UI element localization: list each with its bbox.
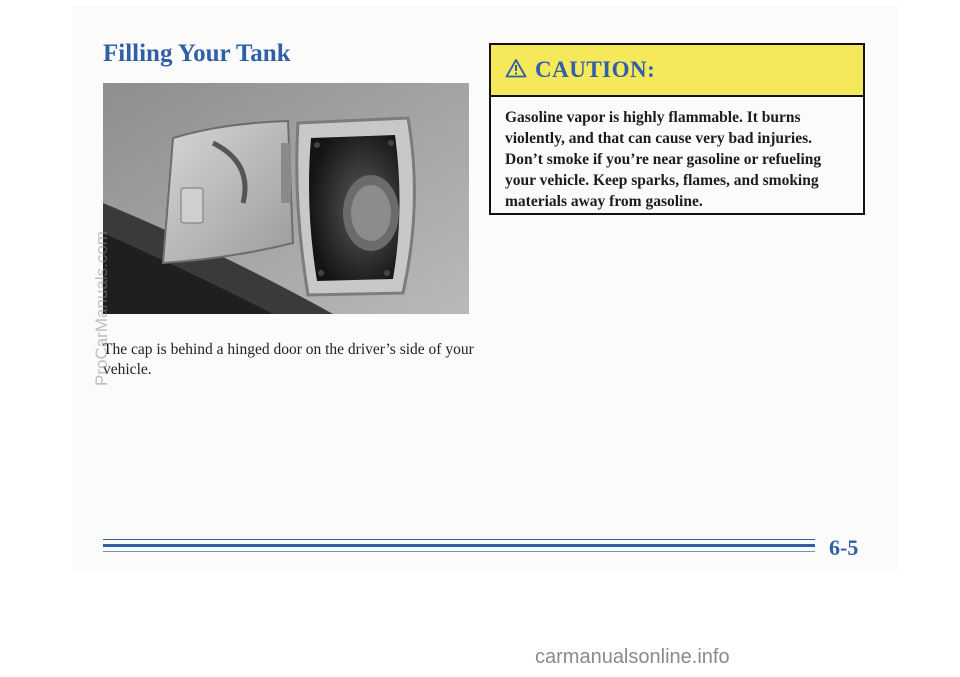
- caution-title: CAUTION:: [535, 57, 656, 82]
- side-watermark: ProCarManuals.com: [92, 231, 111, 386]
- caution-text: Gasoline vapor is highly flammable. It burns violently, and that can cause very bad injuries. Don’t smoke if you’re near gasoline or refueling your vehicle. Keep sparks, flames, and smoking materials away from gasoline.: [505, 109, 822, 210]
- photo-caption: The cap is behind a hinged door on the driver’s side of your vehicle.: [103, 341, 474, 378]
- caution-box: [489, 43, 865, 215]
- caution-header: [491, 45, 863, 97]
- footer-rule-top: [103, 539, 815, 540]
- section-title: Filling Your Tank: [103, 40, 291, 67]
- footer-rule-main: [103, 544, 815, 547]
- footer-rule-bottom: [103, 551, 815, 552]
- page-number: 6-5: [829, 535, 859, 560]
- footer-watermark[interactable]: carmanualsonline.info: [535, 646, 730, 668]
- fuel-door-photo: [103, 83, 469, 314]
- warning-triangle-icon: [505, 58, 527, 83]
